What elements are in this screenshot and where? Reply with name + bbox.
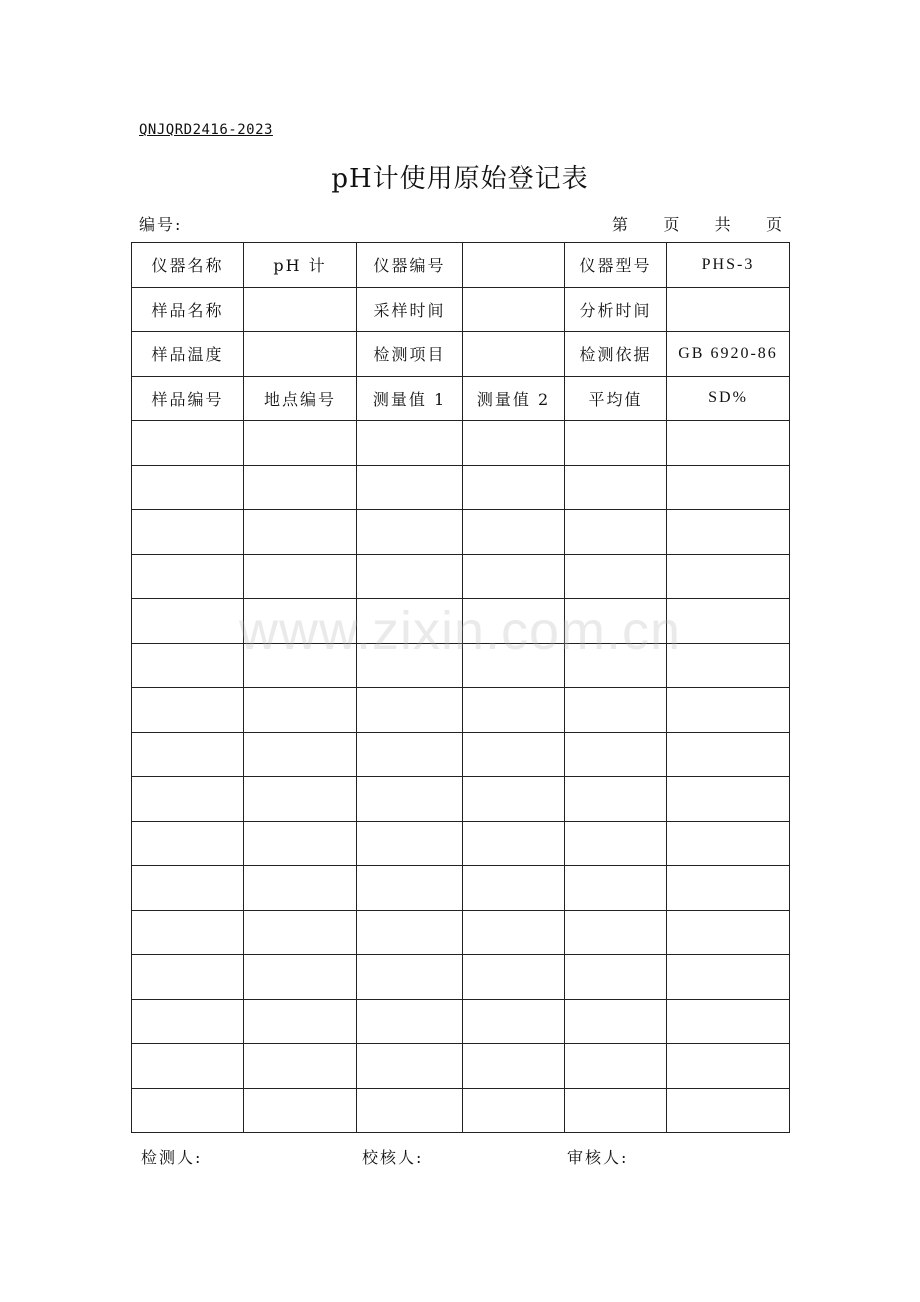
table-cell-empty[interactable]: [357, 643, 463, 688]
table-cell-empty: [463, 243, 565, 288]
table-cell-empty[interactable]: [132, 643, 244, 688]
table-cell-empty[interactable]: [463, 955, 565, 1000]
table-cell-empty[interactable]: [565, 821, 667, 866]
table-row: [132, 421, 790, 466]
table-cell: SD%: [667, 376, 790, 421]
table-cell-empty: [463, 332, 565, 377]
table-cell-empty[interactable]: [357, 999, 463, 1044]
table-cell-empty[interactable]: [132, 465, 244, 510]
table-cell-empty[interactable]: [667, 510, 790, 555]
table-cell-empty[interactable]: [132, 554, 244, 599]
page-info-ye-total: 页: [765, 215, 782, 234]
table-row: [132, 510, 790, 555]
table-cell-empty: [244, 332, 357, 377]
table-cell-empty[interactable]: [565, 554, 667, 599]
document-code: QNJQRD2416-2023: [139, 122, 273, 138]
table-cell: 地点编号: [244, 376, 357, 421]
table-row: [132, 821, 790, 866]
table-cell-empty[interactable]: [244, 777, 357, 822]
table-cell-empty[interactable]: [357, 465, 463, 510]
table-cell-empty[interactable]: [463, 688, 565, 733]
table-cell-empty[interactable]: [565, 999, 667, 1044]
table-cell-empty[interactable]: [463, 866, 565, 911]
table-cell-empty[interactable]: [244, 1088, 357, 1133]
table-cell: 平均值: [565, 376, 667, 421]
table-cell-empty[interactable]: [244, 999, 357, 1044]
table-row: [132, 1044, 790, 1089]
table-row: [132, 955, 790, 1000]
table-cell: GB 6920-86: [667, 332, 790, 377]
table-cell-empty[interactable]: [667, 643, 790, 688]
table-cell-empty[interactable]: [667, 910, 790, 955]
table-cell-empty[interactable]: [132, 510, 244, 555]
table-cell-empty[interactable]: [132, 999, 244, 1044]
table-cell-empty[interactable]: [463, 821, 565, 866]
table-cell-empty[interactable]: [667, 999, 790, 1044]
record-table-body: [132, 243, 790, 1133]
table-cell-empty[interactable]: [244, 510, 357, 555]
table-cell-empty[interactable]: [565, 1044, 667, 1089]
table-cell-empty[interactable]: [667, 554, 790, 599]
page-info-ye: 页: [663, 215, 680, 234]
table-cell-empty[interactable]: [667, 955, 790, 1000]
table-cell: 分析时间: [565, 287, 667, 332]
table-cell-empty[interactable]: [565, 1088, 667, 1133]
page-info-gong: 共: [714, 215, 731, 234]
table-cell-empty[interactable]: [244, 421, 357, 466]
table-cell-empty[interactable]: [463, 910, 565, 955]
table-row: [132, 777, 790, 822]
table-cell-empty[interactable]: [463, 1088, 565, 1133]
table-cell-empty[interactable]: [357, 777, 463, 822]
header-row: [132, 243, 790, 288]
table-cell-empty[interactable]: [244, 910, 357, 955]
table-cell-empty[interactable]: [667, 866, 790, 911]
table-cell-empty[interactable]: [565, 465, 667, 510]
table-cell-empty[interactable]: [565, 910, 667, 955]
table-cell-empty[interactable]: [463, 1044, 565, 1089]
table-cell-empty[interactable]: [357, 910, 463, 955]
table-cell-empty[interactable]: [463, 465, 565, 510]
table-cell-empty[interactable]: [244, 465, 357, 510]
table-cell: 仪器型号: [565, 243, 667, 288]
page-title: pH计使用原始登记表: [331, 164, 589, 194]
table-cell: 测量值 1: [357, 376, 463, 421]
table-cell-empty[interactable]: [565, 421, 667, 466]
table-cell-empty[interactable]: [244, 554, 357, 599]
table-cell-empty[interactable]: [667, 599, 790, 644]
table-cell: 样品编号: [132, 376, 244, 421]
table-cell-empty: [244, 287, 357, 332]
table-cell: 样品名称: [132, 287, 244, 332]
table-row: [132, 910, 790, 955]
table-cell-empty[interactable]: [244, 643, 357, 688]
table-cell-empty[interactable]: [667, 421, 790, 466]
table-cell: 测量值 2: [463, 376, 565, 421]
table-cell-empty[interactable]: [357, 599, 463, 644]
table-cell-empty: [667, 287, 790, 332]
table-cell: 仪器名称: [132, 243, 244, 288]
table-row: [132, 1088, 790, 1133]
table-cell-empty[interactable]: [463, 599, 565, 644]
table-row: [132, 688, 790, 733]
table-cell-empty[interactable]: [132, 866, 244, 911]
page-info-di: 第: [612, 215, 629, 234]
table-cell-empty[interactable]: [244, 955, 357, 1000]
table-cell-empty[interactable]: [132, 910, 244, 955]
table-cell-empty[interactable]: [565, 732, 667, 777]
table-cell-empty[interactable]: [132, 777, 244, 822]
table-cell-empty[interactable]: [667, 1044, 790, 1089]
table-cell-empty[interactable]: [667, 465, 790, 510]
table-cell-empty[interactable]: [132, 421, 244, 466]
table-cell-empty[interactable]: [357, 554, 463, 599]
table-cell-empty[interactable]: [132, 821, 244, 866]
table-cell-empty[interactable]: [667, 688, 790, 733]
table-cell-empty[interactable]: [244, 688, 357, 733]
table-cell-empty[interactable]: [357, 1044, 463, 1089]
table-cell-empty[interactable]: [667, 1088, 790, 1133]
table-cell-empty[interactable]: [132, 599, 244, 644]
checker-label: 校核人:: [362, 1148, 424, 1167]
table-cell-empty[interactable]: [463, 999, 565, 1044]
table-cell-empty[interactable]: [244, 821, 357, 866]
table-cell-empty[interactable]: [132, 732, 244, 777]
table-row: [132, 999, 790, 1044]
table-cell-empty[interactable]: [357, 688, 463, 733]
table-cell: 采样时间: [357, 287, 463, 332]
table-cell-empty[interactable]: [565, 599, 667, 644]
table-cell-empty[interactable]: [244, 599, 357, 644]
table-cell-empty[interactable]: [565, 643, 667, 688]
table-cell-empty[interactable]: [667, 777, 790, 822]
table-cell: 检测项目: [357, 332, 463, 377]
table-cell-empty[interactable]: [357, 510, 463, 555]
table-cell-empty[interactable]: [463, 643, 565, 688]
table-cell: 样品温度: [132, 332, 244, 377]
table-cell-empty[interactable]: [667, 732, 790, 777]
tester-label: 检测人:: [141, 1148, 203, 1167]
table-cell: PHS-3: [667, 243, 790, 288]
column-header-row: [132, 376, 790, 421]
table-row: [132, 866, 790, 911]
table-cell-empty[interactable]: [463, 732, 565, 777]
table-cell: 仪器编号: [357, 243, 463, 288]
table-cell-empty[interactable]: [565, 955, 667, 1000]
table-cell-empty[interactable]: [463, 421, 565, 466]
header-row: [132, 332, 790, 377]
table-cell-empty[interactable]: [244, 732, 357, 777]
page-info: [612, 212, 782, 235]
number-label: 编号:: [139, 215, 183, 234]
table-cell-empty[interactable]: [132, 1088, 244, 1133]
table-cell-empty[interactable]: [357, 955, 463, 1000]
table-cell-empty[interactable]: [244, 1044, 357, 1089]
table-cell-empty[interactable]: [463, 777, 565, 822]
table-cell-empty[interactable]: [132, 955, 244, 1000]
table-cell-empty[interactable]: [463, 510, 565, 555]
table-cell-empty[interactable]: [667, 821, 790, 866]
table-cell-empty[interactable]: [565, 510, 667, 555]
table-cell-empty[interactable]: [357, 1088, 463, 1133]
table-row: [132, 554, 790, 599]
table-row: [132, 465, 790, 510]
table-cell-empty[interactable]: [463, 554, 565, 599]
watermark: www.zixin.com.cn: [238, 601, 682, 661]
reviewer-label: 审核人:: [567, 1148, 629, 1167]
table-cell-empty[interactable]: [565, 777, 667, 822]
table-row: [132, 732, 790, 777]
table-cell-empty: [463, 287, 565, 332]
table-cell-empty[interactable]: [357, 866, 463, 911]
table-cell-empty[interactable]: [357, 732, 463, 777]
table-cell-empty[interactable]: [244, 866, 357, 911]
table-cell-empty[interactable]: [357, 821, 463, 866]
header-row: [132, 287, 790, 332]
record-table: [131, 242, 790, 1133]
table-cell-empty[interactable]: [357, 421, 463, 466]
table-cell-empty[interactable]: [565, 688, 667, 733]
table-cell-empty[interactable]: [565, 866, 667, 911]
table-cell-empty[interactable]: [132, 688, 244, 733]
table-row: [132, 643, 790, 688]
table-cell-empty[interactable]: [132, 1044, 244, 1089]
table-cell: 检测依据: [565, 332, 667, 377]
table-row: [132, 599, 790, 644]
table-cell: pH 计: [244, 243, 357, 288]
